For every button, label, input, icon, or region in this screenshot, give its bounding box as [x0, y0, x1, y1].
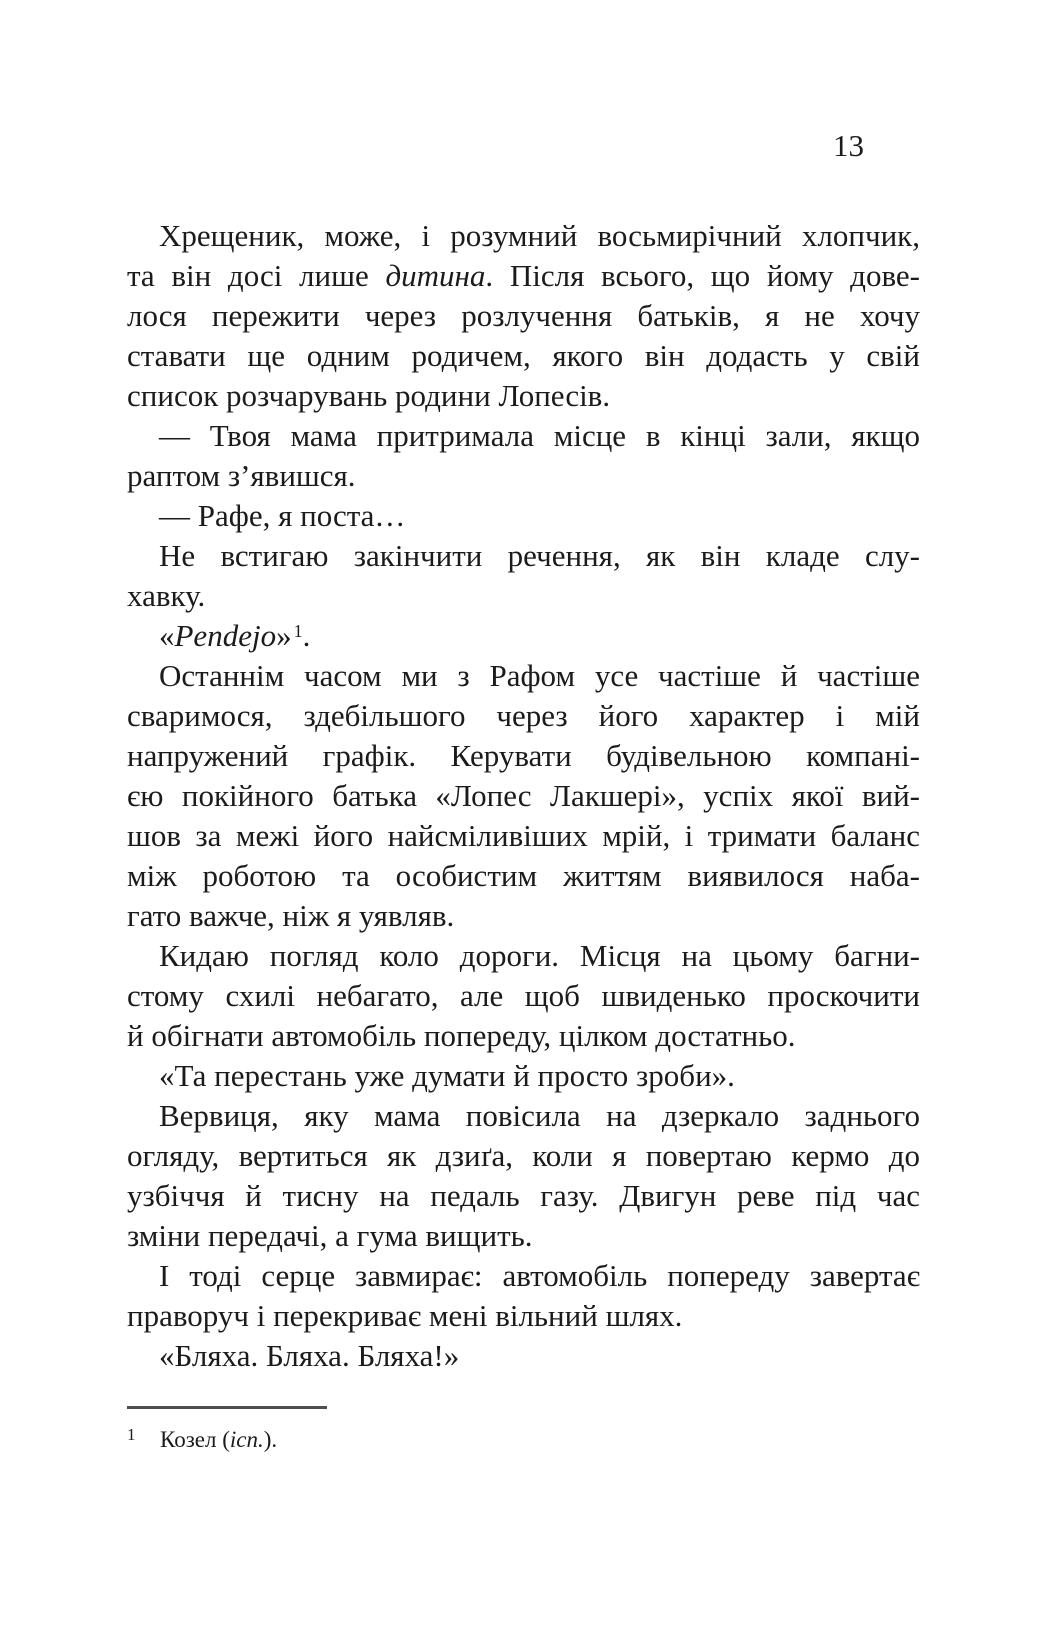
paragraph: [127, 936, 920, 1056]
text-line: [127, 216, 920, 256]
text-line: [127, 1136, 920, 1176]
footnote: [127, 1406, 920, 1457]
paragraph: [127, 1096, 920, 1256]
text-line: [127, 936, 920, 976]
text-line: [127, 376, 920, 416]
italic-text: дитина: [385, 258, 486, 293]
footnote-body: [160, 1427, 277, 1452]
text-run: зміни передачі, а гума вищить.: [127, 1218, 533, 1253]
text-run: огляду, вертиться як дзиґа, коли я повертаю кермо до: [127, 1138, 920, 1173]
text-run: ).: [263, 1427, 278, 1452]
text-line: [127, 576, 920, 616]
text-run: й обігнати автомобіль попереду, цілком достатньо.: [127, 1018, 796, 1053]
footnote-marker: 1: [127, 1425, 136, 1444]
text-run: список розчарувань родини Лопесів.: [127, 378, 611, 413]
text-run: шов за межі його найсміливіших мрій, і тримати баланс: [127, 818, 920, 853]
paragraph: [127, 1336, 920, 1376]
text-run: .: [302, 618, 311, 653]
text-line: [127, 656, 920, 696]
footnote-text: [127, 1425, 920, 1457]
text-run: — Рафе, я поста…: [159, 498, 406, 533]
paragraph: [127, 496, 920, 536]
paragraph: [127, 416, 920, 496]
text-run: «Та перестань уже думати й просто зроби».: [159, 1058, 735, 1093]
text-line: [127, 336, 920, 376]
paragraph: [127, 656, 920, 936]
text-run: сваримося, здебільшого через його характер і мій: [127, 698, 920, 733]
text-run: «: [159, 618, 175, 653]
text-line: [127, 1216, 920, 1256]
text-line: [127, 816, 920, 856]
text-run: »: [276, 618, 292, 653]
text-line: [127, 1296, 920, 1336]
text-run: гато важче, ніж я уявляв.: [127, 898, 455, 933]
text-run: раптом з’явишся.: [127, 458, 356, 493]
text-body: [127, 216, 920, 1376]
italic-text: ісп.: [229, 1427, 264, 1452]
italic-text: Pendejo: [174, 618, 277, 653]
text-line: [127, 616, 920, 656]
text-line: [127, 456, 920, 496]
text-line: [127, 736, 920, 776]
text-line: [127, 1176, 920, 1216]
text-line: [127, 696, 920, 736]
text-run: Останнім часом ми з Рафом усе частіше й частіше: [159, 658, 920, 693]
text-run: єю покійного батька «Лопес Лакшері», успіх якої вий-: [127, 778, 920, 813]
paragraph: [127, 1056, 920, 1096]
text-line: [127, 1256, 920, 1296]
text-line: [127, 416, 920, 456]
text-run: Козел (: [160, 1427, 230, 1452]
text-run: ставати ще одним родичем, якого він додасть у свій: [127, 338, 920, 373]
text-line: [127, 496, 920, 536]
text-line: [127, 856, 920, 896]
text-line: [127, 976, 920, 1016]
text-run: . Після всього, що йому дове-: [485, 258, 920, 293]
paragraph: [127, 216, 920, 416]
text-run: «Бляха. Бляха. Бляха!»: [159, 1338, 460, 1373]
text-line: [127, 296, 920, 336]
text-run: Кидаю погляд коло дороги. Місця на цьому багни-: [159, 938, 920, 973]
paragraph: [127, 1256, 920, 1336]
text-run: Хрещеник, може, і розумний восьмирічний хлопчик,: [159, 218, 920, 253]
text-run: напружений графік. Керувати будівельною компані-: [127, 738, 920, 773]
text-run: та він досі лише: [127, 258, 386, 293]
text-line: [127, 1056, 920, 1096]
text-run: Не встигаю закінчити речення, як він кладе слу-: [159, 538, 920, 573]
text-run: стому схилі небагато, але щоб швиденько проскочити: [127, 978, 920, 1013]
text-run: лося пережити через розлучення батьків, я не хочу: [127, 298, 920, 333]
text-line: [127, 1336, 920, 1376]
footnote-divider: [127, 1406, 327, 1409]
text-line: [127, 1016, 920, 1056]
text-line: [127, 776, 920, 816]
text-line: [127, 1096, 920, 1136]
text-run: хавку.: [127, 578, 206, 613]
text-run: Вервиця, яку мама повісила на дзеркало заднього: [159, 1098, 920, 1133]
text-run: І тоді серце завмирає: автомобіль попереду завертає: [159, 1258, 920, 1293]
page-number: 13: [833, 128, 864, 163]
paragraph: [127, 536, 920, 616]
text-run: між роботою та особистим життям виявилося наба-: [127, 858, 920, 893]
text-line: [127, 536, 920, 576]
paragraph: [127, 616, 920, 656]
text-run: узбіччя й тисну на педаль газу. Двигун реве під час: [127, 1178, 920, 1213]
text-line: [127, 896, 920, 936]
text-run: — Твоя мама притримала місце в кінці зали, якщо: [159, 418, 920, 453]
text-line: [127, 256, 920, 296]
superscript-ref: 1: [293, 621, 303, 641]
text-run: праворуч і перекриває мені вільний шлях.: [127, 1298, 683, 1333]
